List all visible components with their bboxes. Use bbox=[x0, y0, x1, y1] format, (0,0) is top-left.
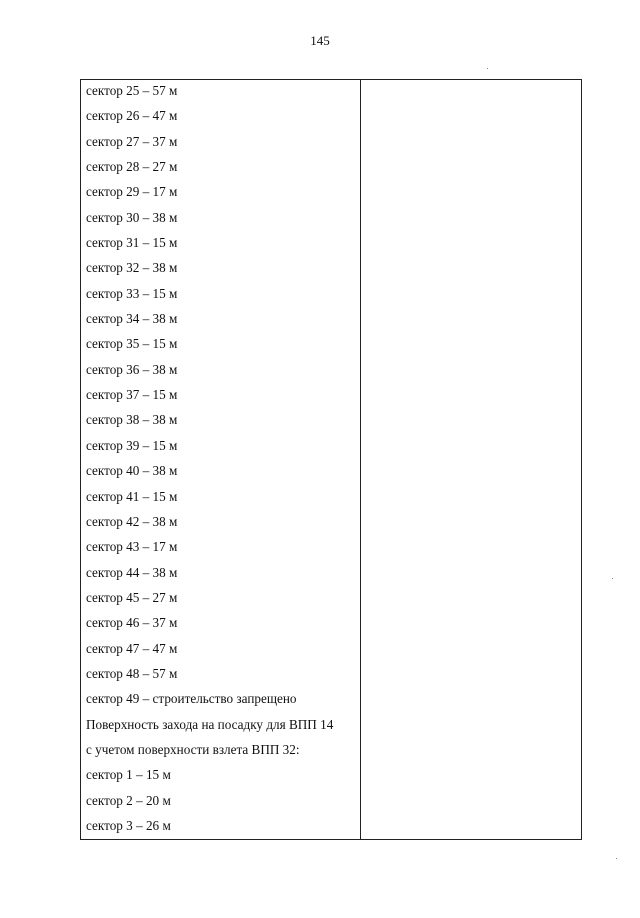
table-line: сектор 28 – 27 м bbox=[86, 159, 178, 175]
table-line: сектор 38 – 38 м bbox=[86, 412, 178, 428]
scan-speck bbox=[616, 858, 617, 859]
table-line: сектор 37 – 15 м bbox=[86, 387, 178, 403]
table-line: Поверхность захода на посадку для ВПП 14 bbox=[86, 716, 334, 732]
table-line: сектор 1 – 15 м bbox=[86, 767, 171, 783]
table-line: сектор 33 – 15 м bbox=[86, 285, 178, 301]
table-line: сектор 25 – 57 м bbox=[86, 83, 178, 98]
table-line: сектор 46 – 37 м bbox=[86, 615, 178, 631]
table-line: сектор 35 – 15 м bbox=[86, 336, 178, 352]
document-table bbox=[80, 79, 582, 840]
table-line: сектор 2 – 20 м bbox=[86, 792, 171, 808]
page-number: 145 bbox=[310, 33, 330, 48]
table-line: сектор 42 – 38 м bbox=[86, 513, 178, 529]
table-line: сектор 30 – 38 м bbox=[86, 209, 178, 225]
table-line: сектор 47 – 47 м bbox=[86, 640, 178, 656]
table-left-column bbox=[86, 80, 358, 840]
table-line: сектор 43 – 17 м bbox=[86, 539, 178, 555]
table-right-column bbox=[361, 80, 581, 839]
table-line: сектор 40 – 38 м bbox=[86, 463, 178, 479]
table-line: с учетом поверхности взлета ВПП 32: bbox=[86, 741, 300, 757]
table-line: сектор 48 – 57 м bbox=[86, 665, 178, 681]
table-line: сектор 36 – 38 м bbox=[86, 361, 178, 377]
scan-speck bbox=[487, 68, 488, 69]
table-line: сектор 26 – 47 м bbox=[86, 108, 178, 124]
table-line: сектор 27 – 37 м bbox=[86, 133, 178, 149]
scan-speck bbox=[612, 578, 613, 579]
table-line: сектор 45 – 27 м bbox=[86, 589, 178, 605]
table-line: сектор 3 – 26 м bbox=[86, 817, 171, 833]
table-line: сектор 32 – 38 м bbox=[86, 260, 178, 276]
table-line: сектор 41 – 15 м bbox=[86, 488, 178, 504]
table-line: сектор 29 – 17 м bbox=[86, 184, 178, 200]
table-line: сектор 49 – строительство запрещено bbox=[86, 691, 297, 707]
table-line: сектор 44 – 38 м bbox=[86, 564, 178, 580]
table-line: сектор 31 – 15 м bbox=[86, 235, 178, 251]
table-line: сектор 39 – 15 м bbox=[86, 437, 178, 453]
table-line: сектор 34 – 38 м bbox=[86, 311, 178, 327]
